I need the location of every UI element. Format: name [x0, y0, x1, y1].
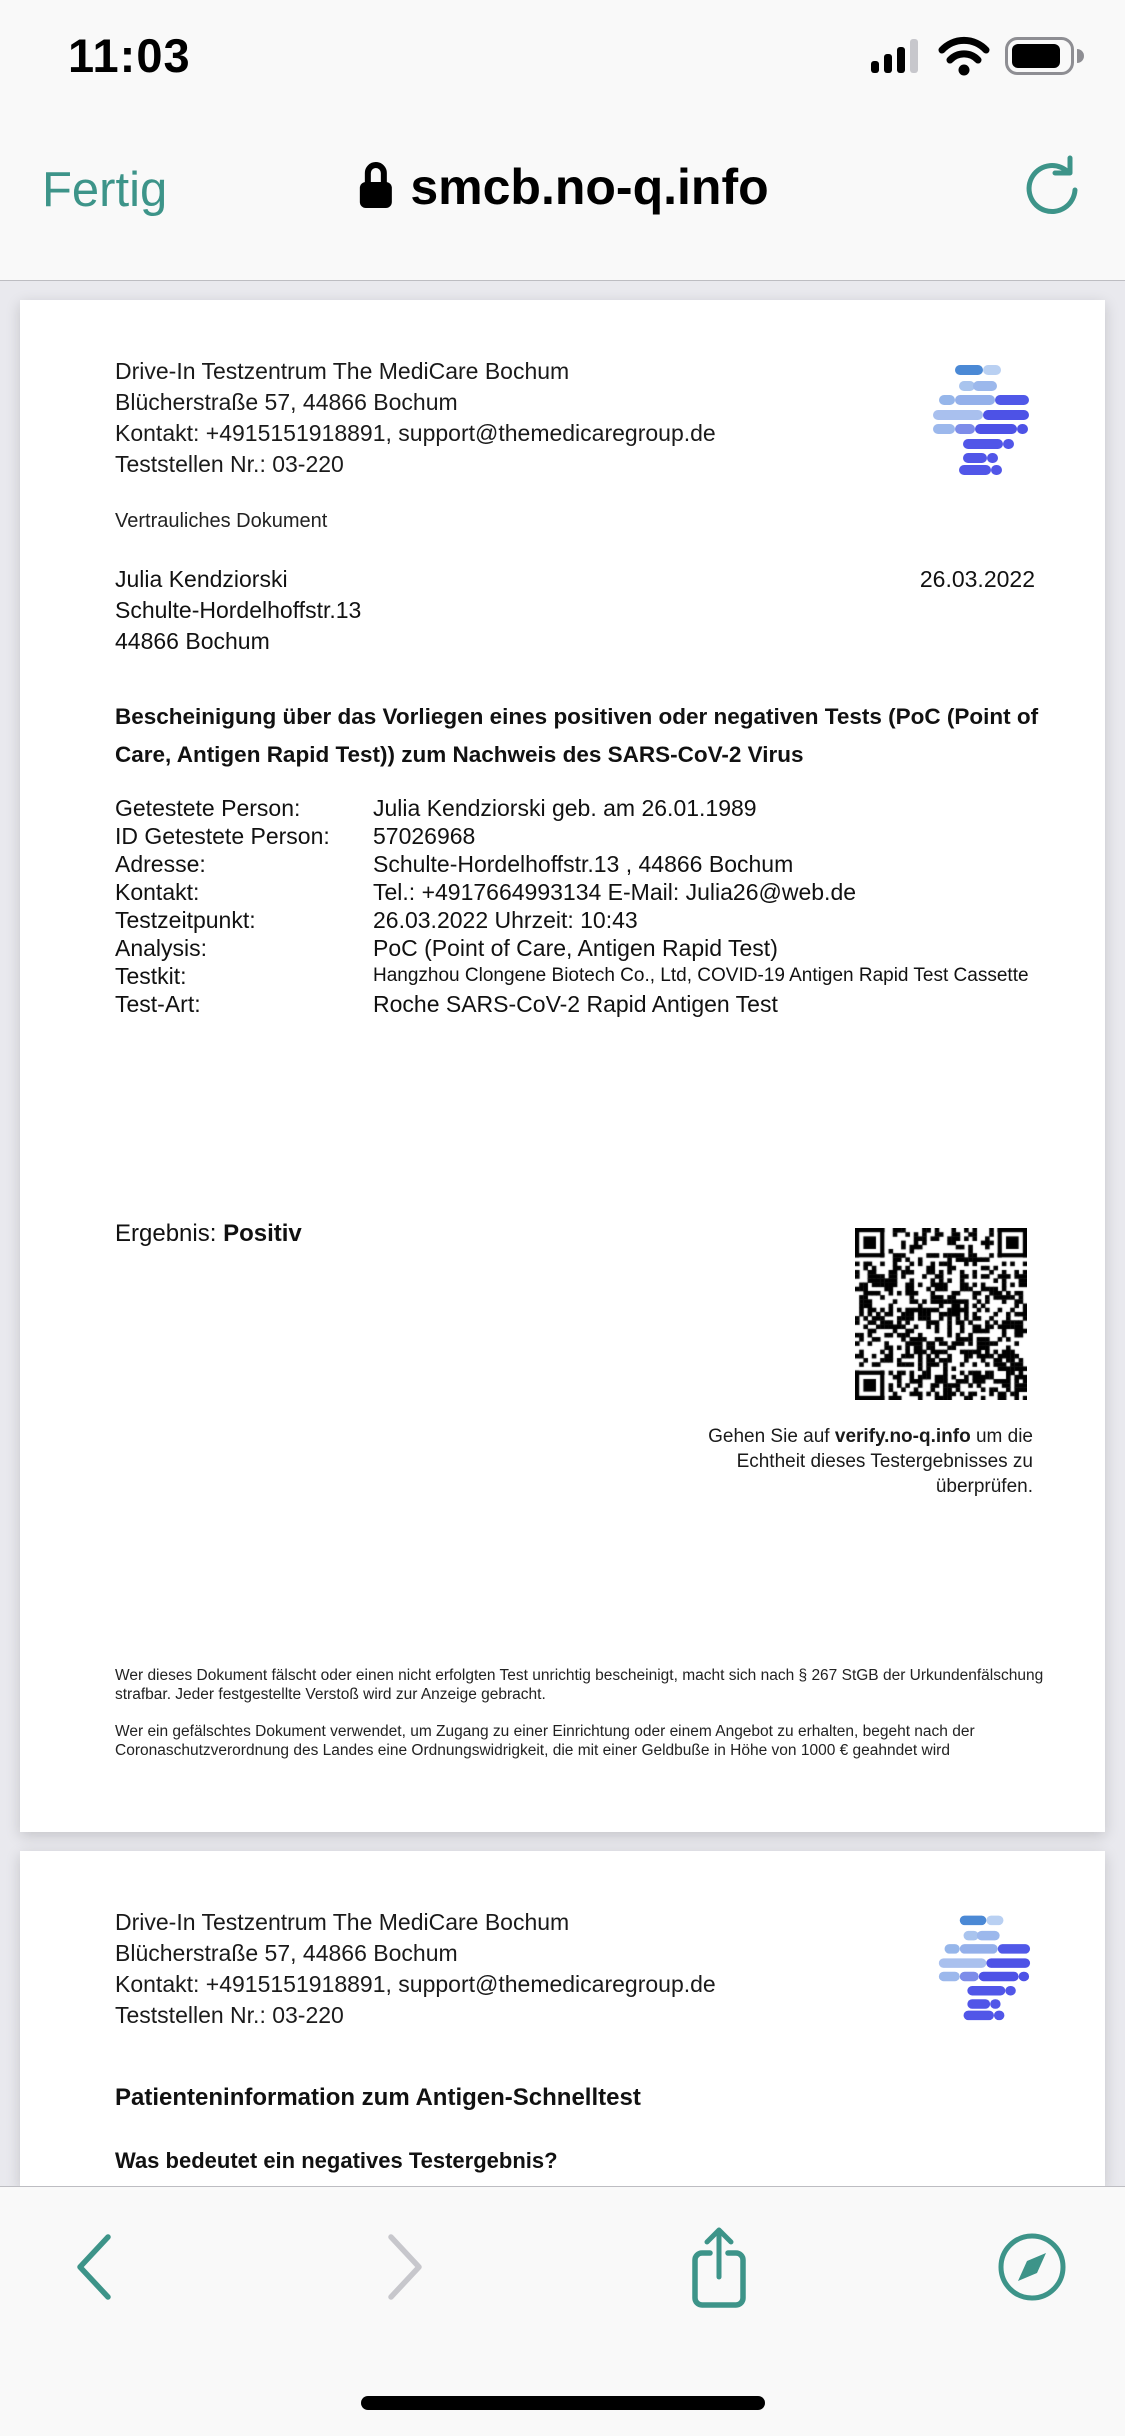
status-time: 11:03 — [68, 29, 191, 82]
forward-button[interactable] — [371, 2227, 441, 2311]
share-button[interactable] — [684, 2227, 754, 2311]
verification-qr-code — [855, 1228, 1027, 1400]
back-button[interactable] — [58, 2227, 128, 2311]
result-value: Positiv — [223, 1220, 302, 1247]
done-button[interactable]: Fertig — [42, 163, 168, 217]
legal-notice — [115, 1666, 1065, 1760]
status-icons — [871, 36, 1085, 81]
medicare-logo — [920, 358, 1060, 483]
forward-icon — [383, 2231, 429, 2308]
back-icon — [70, 2231, 116, 2308]
table-row: Testkit: Hangzhou Clongene Biotech Co., Ltd, COVID-19 Antigen Rapid Test Cassette — [115, 963, 1029, 989]
clinic-testsite: Teststellen Nr.: 03-220 — [115, 2002, 344, 2028]
compass-icon — [995, 2230, 1069, 2309]
table-row: ID Getestete Person: 57026968 — [115, 823, 476, 849]
cellular-signal-icon — [871, 39, 923, 78]
clinic-name: Drive-In Testzentrum The MediCare Bochum — [115, 1909, 570, 1935]
recipient-name: Julia Kendziorski — [115, 566, 288, 592]
result-label: Ergebnis: — [115, 1220, 224, 1247]
recipient-city: 44866 Bochum — [115, 628, 270, 654]
medicare-logo — [926, 1909, 1060, 2028]
test-details-table — [115, 794, 1045, 1018]
table-row: Testzeitpunkt: 26.03.2022 Uhrzeit: 10:43 — [115, 907, 638, 933]
legal-paragraph-1: Wer dieses Dokument fälscht oder einen nicht erfolgten Test unrichtig bescheinigt, macht sich nach § 267 StGB der Urkundenfälschung strafbar. Jeder festgestellte Verstoß wird zur Anzeige gebracht. — [115, 1667, 1044, 1703]
verify-domain: verify.no-q.info — [834, 1426, 971, 1447]
test-result — [115, 1220, 302, 1248]
patient-info-question: Was bedeutet ein negatives Testergebnis? — [115, 2148, 558, 2173]
url-text: smcb.no-q.info — [410, 159, 769, 215]
clinic-testsite: Teststellen Nr.: 03-220 — [115, 451, 344, 477]
clinic-contact: Kontakt: +4915151918891, support@themedicaregroup.de — [115, 1971, 716, 1997]
clinic-contact: Kontakt: +4915151918891, support@themedicaregroup.de — [115, 420, 716, 446]
legal-paragraph-2: Wer ein gefälschtes Dokument verwendet, um Zugang zu einer Einrichtung oder einem Angebot zu erhalten, begeht nach der Coronaschutzverordnung des Landes eine Ordnungswidrigkeit, die mit einer Geldbuße in Höhe von 1000 € geahndet wird — [115, 1723, 975, 1759]
home-indicator[interactable] — [361, 2396, 765, 2410]
lock-icon — [356, 159, 394, 216]
clinic-header — [115, 356, 716, 480]
browser-top-chrome — [0, 0, 1125, 281]
share-icon — [689, 2225, 749, 2314]
reload-button[interactable] — [1019, 152, 1085, 227]
recipient-street: Schulte-Hordelhoffstr.13 — [115, 597, 362, 623]
table-row: Test-Art: Roche SARS-CoV-2 Rapid Antigen Test — [115, 991, 778, 1017]
certificate-title: Bescheinigung über das Vorliegen eines positiven oder negativen Tests (PoC (Point of Care, Antigen Rapid Test)) zum Nachweis des SARS-CoV-2 Virus — [115, 704, 1039, 767]
table-row: Analysis: PoC (Point of Care, Antigen Rapid Test) — [115, 935, 778, 961]
table-row: Getestete Person: Julia Kendziorski geb. am 26.01.1989 — [115, 795, 757, 821]
browser-toolbar — [0, 2186, 1125, 2436]
clinic-header — [115, 1907, 716, 2031]
confidential-label: Vertrauliches Dokument — [115, 510, 328, 532]
table-row: Adresse: Schulte-Hordelhoffstr.13 , 44866 Bochum — [115, 851, 794, 877]
document-date: 26.03.2022 — [919, 566, 1035, 592]
clinic-name: Drive-In Testzentrum The MediCare Bochum — [115, 358, 570, 384]
document-page-1 — [20, 300, 1105, 1832]
table-row: Kontakt: Tel.: +4917664993134 E-Mail: Julia26@web.de — [115, 879, 857, 905]
clinic-address: Blücherstraße 57, 44866 Bochum — [115, 389, 458, 415]
recipient-block — [115, 564, 1035, 657]
verify-instructions: Gehen Sie auf verify.no-q.info um die Echtheit dieses Testergebnisses zu überprüfen. — [708, 1426, 1033, 1497]
open-in-safari-button[interactable] — [997, 2227, 1067, 2311]
address-bar[interactable] — [356, 158, 768, 216]
battery-icon — [1005, 37, 1085, 80]
patient-info-title: Patienteninformation zum Antigen-Schnelltest — [115, 2084, 641, 2111]
document-page-2 — [20, 1851, 1105, 2186]
clinic-address: Blücherstraße 57, 44866 Bochum — [115, 1940, 458, 1966]
wifi-icon — [937, 36, 991, 81]
